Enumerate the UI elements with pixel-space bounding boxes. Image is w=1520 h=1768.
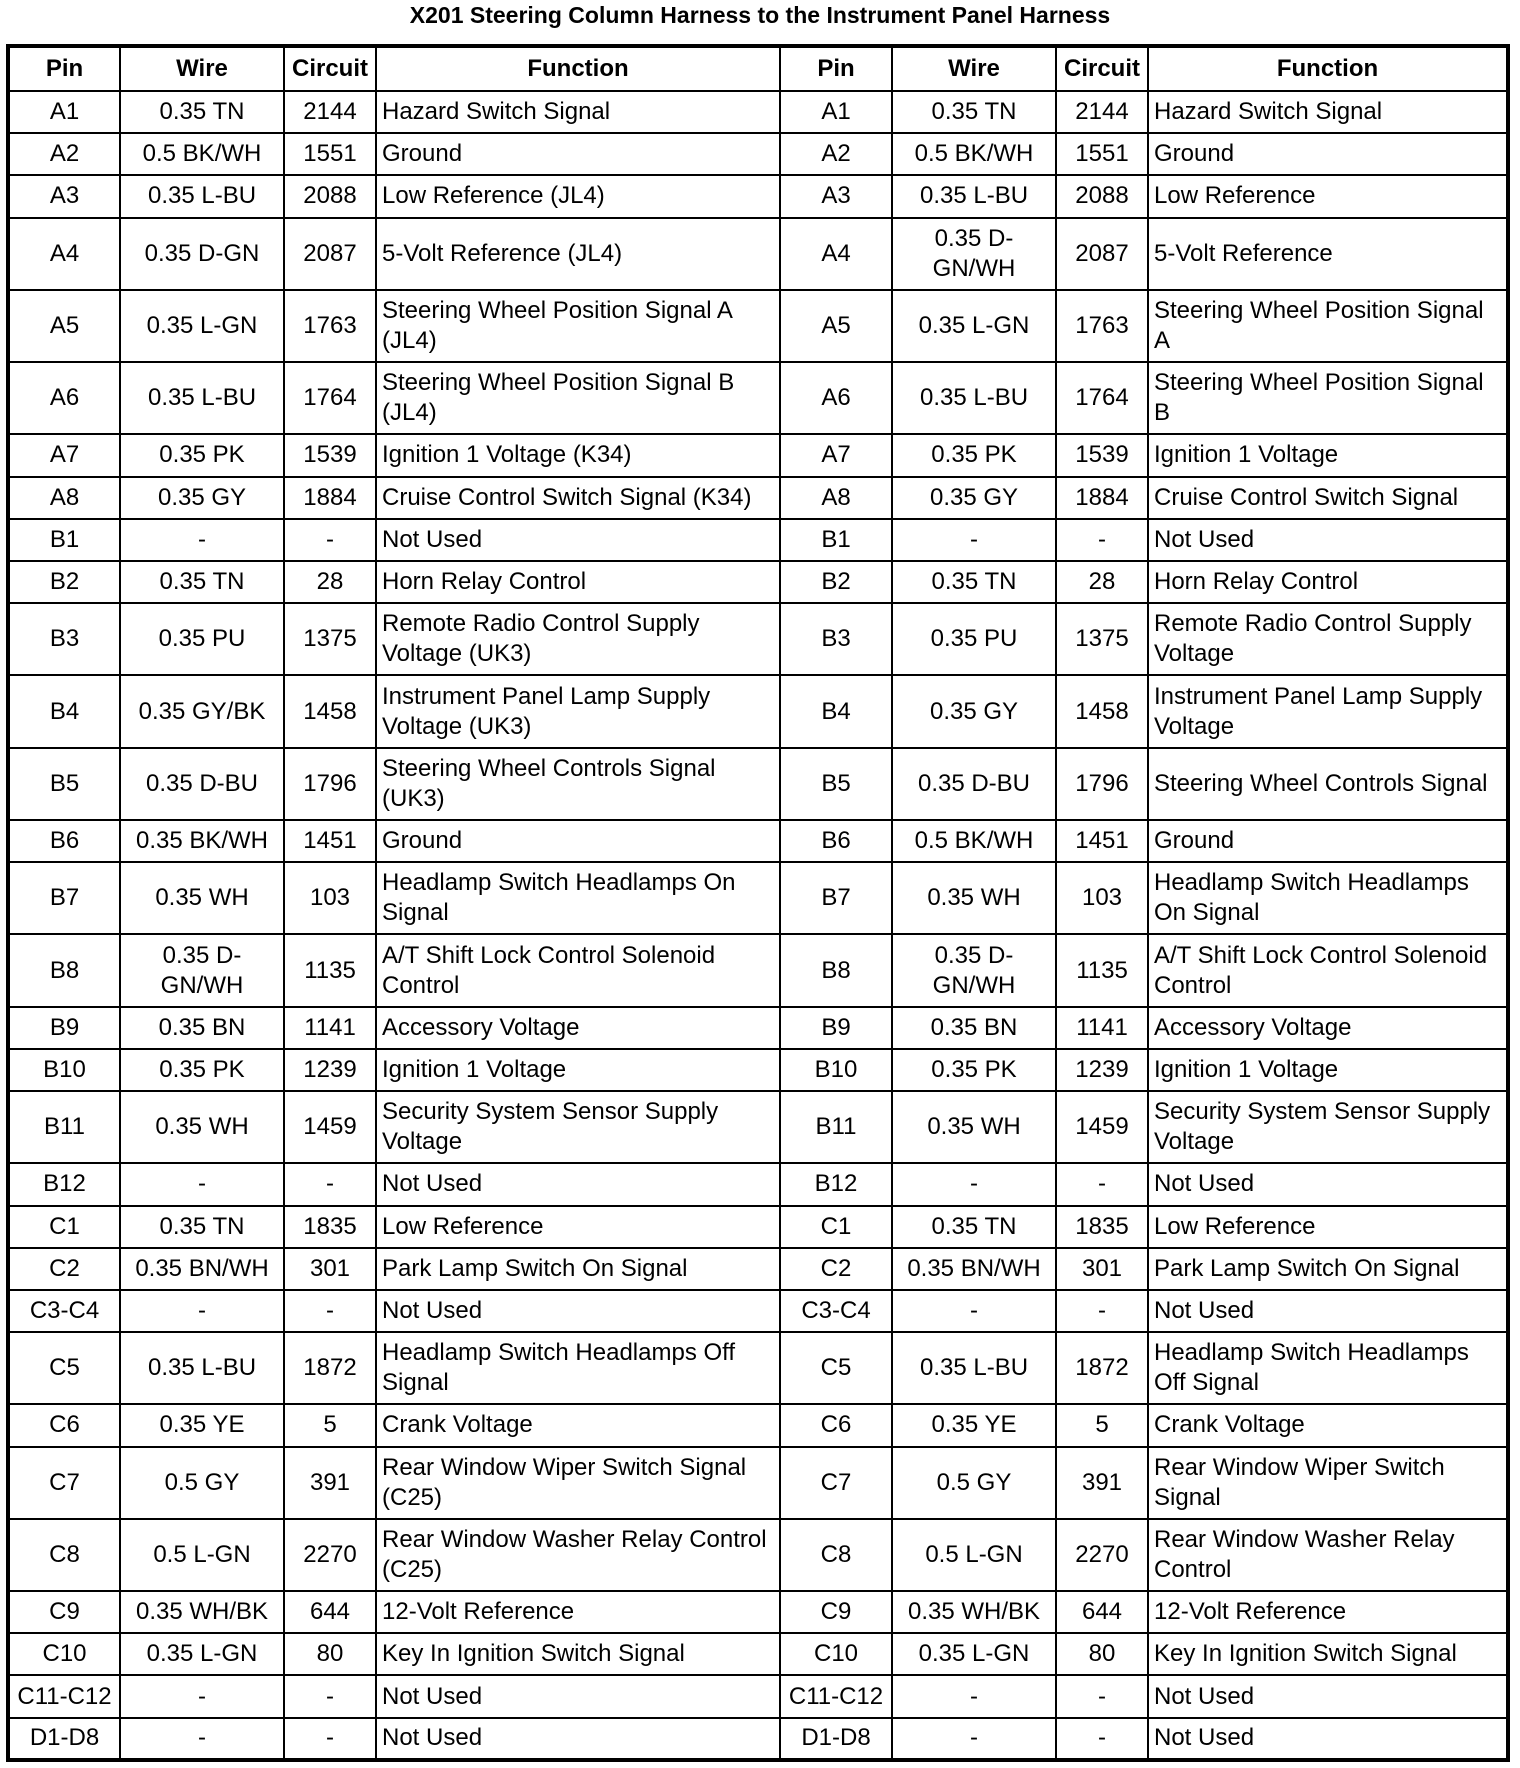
left-function-cell: Steering Wheel Controls Signal (UK3) (376, 748, 780, 820)
table-row (8, 1332, 1508, 1404)
left-function-cell: Rear Window Washer Relay Control (C25) (376, 1519, 780, 1591)
left-wire-cell: - (120, 1163, 284, 1205)
left-pin-cell: C2 (8, 1248, 120, 1290)
left-pin-cell: A5 (8, 290, 120, 362)
right-wire-cell: 0.35 D-GN/WH (892, 218, 1056, 290)
right-circuit-cell: 1835 (1056, 1206, 1148, 1248)
header-function: Function (1148, 46, 1508, 91)
right-function-cell: Rear Window Washer Relay Control (1148, 1519, 1508, 1591)
left-function-cell: Headlamp Switch Headlamps Off Signal (376, 1332, 780, 1404)
right-function-cell: Headlamp Switch Headlamps Off Signal (1148, 1332, 1508, 1404)
right-wire-cell: 0.35 D-BU (892, 748, 1056, 820)
left-circuit-cell: 1141 (284, 1007, 376, 1049)
right-pin-cell: A4 (780, 218, 892, 290)
right-wire-cell: 0.35 TN (892, 561, 1056, 603)
left-circuit-cell: - (284, 1290, 376, 1332)
right-function-cell: Accessory Voltage (1148, 1007, 1508, 1049)
right-circuit-cell: 1796 (1056, 748, 1148, 820)
right-wire-cell: 0.35 WH (892, 1091, 1056, 1163)
left-wire-cell: 0.35 PK (120, 1049, 284, 1091)
left-pin-cell: C11-C12 (8, 1675, 120, 1717)
header-circuit: Circuit (1056, 46, 1148, 91)
right-circuit-cell: 80 (1056, 1633, 1148, 1675)
left-circuit-cell: 1239 (284, 1049, 376, 1091)
left-circuit-cell: 2144 (284, 91, 376, 133)
right-pin-cell: C3-C4 (780, 1290, 892, 1332)
left-function-cell: Low Reference (376, 1206, 780, 1248)
left-function-cell: 5-Volt Reference (JL4) (376, 218, 780, 290)
left-pin-cell: C1 (8, 1206, 120, 1248)
table-row (8, 1206, 1508, 1248)
left-wire-cell: - (120, 1675, 284, 1717)
left-wire-cell: 0.35 L-BU (120, 1332, 284, 1404)
left-wire-cell: 0.35 D-GN/WH (120, 934, 284, 1006)
left-circuit-cell: 28 (284, 561, 376, 603)
left-wire-cell: 0.35 L-GN (120, 290, 284, 362)
right-wire-cell: 0.35 TN (892, 91, 1056, 133)
left-circuit-cell: 644 (284, 1591, 376, 1633)
right-pin-cell: A5 (780, 290, 892, 362)
right-function-cell: Ground (1148, 133, 1508, 175)
right-pin-cell: A1 (780, 91, 892, 133)
left-function-cell: Cruise Control Switch Signal (K34) (376, 477, 780, 519)
table-row (8, 603, 1508, 675)
right-wire-cell: 0.35 GY (892, 477, 1056, 519)
right-function-cell: Security System Sensor Supply Voltage (1148, 1091, 1508, 1163)
right-wire-cell: 0.35 L-GN (892, 290, 1056, 362)
right-pin-cell: B2 (780, 561, 892, 603)
left-circuit-cell: - (284, 1718, 376, 1760)
right-function-cell: Remote Radio Control Supply Voltage (1148, 603, 1508, 675)
right-circuit-cell: 1551 (1056, 133, 1148, 175)
right-pin-cell: C6 (780, 1404, 892, 1446)
left-pin-cell: C10 (8, 1633, 120, 1675)
right-wire-cell: - (892, 1290, 1056, 1332)
right-function-cell: Not Used (1148, 519, 1508, 561)
left-circuit-cell: 1375 (284, 603, 376, 675)
left-wire-cell: 0.35 GY/BK (120, 675, 284, 747)
left-circuit-cell: 1763 (284, 290, 376, 362)
left-circuit-cell: 2270 (284, 1519, 376, 1591)
left-wire-cell: 0.35 PK (120, 434, 284, 476)
table-row (8, 1248, 1508, 1290)
right-function-cell: Hazard Switch Signal (1148, 91, 1508, 133)
left-pin-cell: A2 (8, 133, 120, 175)
left-circuit-cell: 103 (284, 862, 376, 934)
left-wire-cell: 0.35 TN (120, 91, 284, 133)
right-pin-cell: C11-C12 (780, 1675, 892, 1717)
left-pin-cell: A7 (8, 434, 120, 476)
right-function-cell: Not Used (1148, 1290, 1508, 1332)
table-row (8, 1007, 1508, 1049)
table-row (8, 1290, 1508, 1332)
left-function-cell: Rear Window Wiper Switch Signal (C25) (376, 1447, 780, 1519)
left-wire-cell: 0.35 BN/WH (120, 1248, 284, 1290)
left-function-cell: Ground (376, 133, 780, 175)
table-row (8, 1091, 1508, 1163)
right-pin-cell: B10 (780, 1049, 892, 1091)
right-function-cell: Not Used (1148, 1718, 1508, 1760)
right-circuit-cell: 301 (1056, 1248, 1148, 1290)
right-wire-cell: 0.35 L-BU (892, 1332, 1056, 1404)
left-function-cell: A/T Shift Lock Control Solenoid Control (376, 934, 780, 1006)
left-circuit-cell: 1796 (284, 748, 376, 820)
left-wire-cell: 0.35 YE (120, 1404, 284, 1446)
table-row (8, 820, 1508, 862)
left-circuit-cell: - (284, 519, 376, 561)
right-circuit-cell: 1764 (1056, 362, 1148, 434)
right-circuit-cell: 1458 (1056, 675, 1148, 747)
left-function-cell: Not Used (376, 1718, 780, 1760)
left-function-cell: 12-Volt Reference (376, 1591, 780, 1633)
left-pin-cell: A8 (8, 477, 120, 519)
left-pin-cell: B4 (8, 675, 120, 747)
right-function-cell: A/T Shift Lock Control Solenoid Control (1148, 934, 1508, 1006)
right-circuit-cell: 103 (1056, 862, 1148, 934)
right-wire-cell: 0.35 PK (892, 1049, 1056, 1091)
right-function-cell: Park Lamp Switch On Signal (1148, 1248, 1508, 1290)
left-function-cell: Instrument Panel Lamp Supply Voltage (UK3) (376, 675, 780, 747)
table-row (8, 675, 1508, 747)
right-circuit-cell: 1135 (1056, 934, 1148, 1006)
left-circuit-cell: 1539 (284, 434, 376, 476)
right-circuit-cell: 1763 (1056, 290, 1148, 362)
left-pin-cell: B8 (8, 934, 120, 1006)
left-function-cell: Crank Voltage (376, 1404, 780, 1446)
right-wire-cell: 0.5 GY (892, 1447, 1056, 1519)
left-pin-cell: A1 (8, 91, 120, 133)
right-circuit-cell: 1141 (1056, 1007, 1148, 1049)
right-wire-cell: 0.35 D-GN/WH (892, 934, 1056, 1006)
right-function-cell: Steering Wheel Position Signal B (1148, 362, 1508, 434)
right-pin-cell: C7 (780, 1447, 892, 1519)
right-pin-cell: A6 (780, 362, 892, 434)
left-function-cell: Key In Ignition Switch Signal (376, 1633, 780, 1675)
right-pin-cell: B4 (780, 675, 892, 747)
right-circuit-cell: 2270 (1056, 1519, 1148, 1591)
header-wire: Wire (892, 46, 1056, 91)
left-function-cell: Headlamp Switch Headlamps On Signal (376, 862, 780, 934)
header-row (8, 46, 1508, 91)
right-pin-cell: A8 (780, 477, 892, 519)
left-function-cell: Not Used (376, 1675, 780, 1717)
table-row (8, 362, 1508, 434)
left-pin-cell: C6 (8, 1404, 120, 1446)
left-function-cell: Horn Relay Control (376, 561, 780, 603)
right-wire-cell: 0.35 BN (892, 1007, 1056, 1049)
right-circuit-cell: 2087 (1056, 218, 1148, 290)
right-function-cell: Horn Relay Control (1148, 561, 1508, 603)
left-function-cell: Ignition 1 Voltage (K34) (376, 434, 780, 476)
right-circuit-cell: - (1056, 519, 1148, 561)
right-wire-cell: 0.35 PK (892, 434, 1056, 476)
left-circuit-cell: 1459 (284, 1091, 376, 1163)
right-pin-cell: C10 (780, 1633, 892, 1675)
left-pin-cell: B7 (8, 862, 120, 934)
left-wire-cell: 0.35 TN (120, 561, 284, 603)
left-function-cell: Security System Sensor Supply Voltage (376, 1091, 780, 1163)
right-circuit-cell: 1459 (1056, 1091, 1148, 1163)
right-pin-cell: A3 (780, 175, 892, 217)
right-wire-cell: 0.35 WH/BK (892, 1591, 1056, 1633)
left-circuit-cell: 1135 (284, 934, 376, 1006)
table-row (8, 434, 1508, 476)
left-circuit-cell: 1551 (284, 133, 376, 175)
right-circuit-cell: 28 (1056, 561, 1148, 603)
right-function-cell: Not Used (1148, 1163, 1508, 1205)
right-function-cell: Rear Window Wiper Switch Signal (1148, 1447, 1508, 1519)
left-pin-cell: C5 (8, 1332, 120, 1404)
header-pin: Pin (8, 46, 120, 91)
right-circuit-cell: 1239 (1056, 1049, 1148, 1091)
table-row (8, 862, 1508, 934)
right-function-cell: Crank Voltage (1148, 1404, 1508, 1446)
left-pin-cell: B12 (8, 1163, 120, 1205)
table-row (8, 1675, 1508, 1717)
right-wire-cell: 0.35 BN/WH (892, 1248, 1056, 1290)
header-function: Function (376, 46, 780, 91)
right-function-cell: Ignition 1 Voltage (1148, 434, 1508, 476)
table-body (8, 91, 1508, 1760)
left-wire-cell: 0.5 L-GN (120, 1519, 284, 1591)
right-wire-cell: - (892, 1718, 1056, 1760)
right-wire-cell: - (892, 519, 1056, 561)
right-wire-cell: 0.35 TN (892, 1206, 1056, 1248)
left-pin-cell: A3 (8, 175, 120, 217)
left-function-cell: Accessory Voltage (376, 1007, 780, 1049)
left-circuit-cell: 80 (284, 1633, 376, 1675)
left-function-cell: Hazard Switch Signal (376, 91, 780, 133)
right-pin-cell: B5 (780, 748, 892, 820)
right-pin-cell: C2 (780, 1248, 892, 1290)
left-wire-cell: 0.35 D-GN (120, 218, 284, 290)
right-pin-cell: B7 (780, 862, 892, 934)
right-function-cell: Headlamp Switch Headlamps On Signal (1148, 862, 1508, 934)
right-circuit-cell: 644 (1056, 1591, 1148, 1633)
left-function-cell: Not Used (376, 1290, 780, 1332)
right-wire-cell: 0.35 L-BU (892, 362, 1056, 434)
right-wire-cell: - (892, 1163, 1056, 1205)
left-wire-cell: 0.35 WH (120, 1091, 284, 1163)
right-pin-cell: B11 (780, 1091, 892, 1163)
right-pin-cell: C1 (780, 1206, 892, 1248)
table-row (8, 1591, 1508, 1633)
left-pin-cell: B1 (8, 519, 120, 561)
left-wire-cell: - (120, 519, 284, 561)
right-circuit-cell: 1884 (1056, 477, 1148, 519)
right-pin-cell: A7 (780, 434, 892, 476)
left-circuit-cell: - (284, 1675, 376, 1717)
pinout-table (6, 44, 1510, 1762)
table-row (8, 1519, 1508, 1591)
left-wire-cell: 0.35 GY (120, 477, 284, 519)
left-circuit-cell: 5 (284, 1404, 376, 1446)
left-wire-cell: 0.35 WH (120, 862, 284, 934)
left-pin-cell: D1-D8 (8, 1718, 120, 1760)
table-row (8, 477, 1508, 519)
left-pin-cell: C7 (8, 1447, 120, 1519)
table-row (8, 748, 1508, 820)
left-function-cell: Ignition 1 Voltage (376, 1049, 780, 1091)
table-row (8, 1049, 1508, 1091)
left-circuit-cell: 2088 (284, 175, 376, 217)
right-wire-cell: - (892, 1675, 1056, 1717)
left-function-cell: Steering Wheel Position Signal B (JL4) (376, 362, 780, 434)
right-pin-cell: B6 (780, 820, 892, 862)
left-wire-cell: 0.35 L-BU (120, 175, 284, 217)
table-row (8, 1718, 1508, 1760)
table-row (8, 218, 1508, 290)
right-circuit-cell: - (1056, 1675, 1148, 1717)
right-pin-cell: C9 (780, 1591, 892, 1633)
table-row (8, 133, 1508, 175)
right-function-cell: Steering Wheel Controls Signal (1148, 748, 1508, 820)
left-wire-cell: 0.5 BK/WH (120, 133, 284, 175)
right-wire-cell: 0.35 PU (892, 603, 1056, 675)
right-circuit-cell: 2144 (1056, 91, 1148, 133)
right-pin-cell: A2 (780, 133, 892, 175)
right-wire-cell: 0.35 WH (892, 862, 1056, 934)
left-pin-cell: B10 (8, 1049, 120, 1091)
right-function-cell: Low Reference (1148, 1206, 1508, 1248)
right-pin-cell: B9 (780, 1007, 892, 1049)
right-circuit-cell: - (1056, 1718, 1148, 1760)
right-circuit-cell: 1539 (1056, 434, 1148, 476)
right-pin-cell: C8 (780, 1519, 892, 1591)
left-circuit-cell: 1764 (284, 362, 376, 434)
left-wire-cell: 0.5 GY (120, 1447, 284, 1519)
left-function-cell: Not Used (376, 1163, 780, 1205)
left-wire-cell: 0.35 TN (120, 1206, 284, 1248)
right-pin-cell: D1-D8 (780, 1718, 892, 1760)
table-row (8, 519, 1508, 561)
page-title: X201 Steering Column Harness to the Instrument Panel Harness (409, 2, 1111, 28)
table-row (8, 1633, 1508, 1675)
right-circuit-cell: - (1056, 1163, 1148, 1205)
left-wire-cell: 0.35 BK/WH (120, 820, 284, 862)
table-row (8, 561, 1508, 603)
table-row (8, 1404, 1508, 1446)
left-wire-cell: 0.35 BN (120, 1007, 284, 1049)
left-function-cell: Ground (376, 820, 780, 862)
table-row (8, 91, 1508, 133)
right-circuit-cell: 391 (1056, 1447, 1148, 1519)
right-function-cell: Ground (1148, 820, 1508, 862)
left-pin-cell: C8 (8, 1519, 120, 1591)
table-row (8, 290, 1508, 362)
header-pin: Pin (780, 46, 892, 91)
right-function-cell: 5-Volt Reference (1148, 218, 1508, 290)
table-row (8, 934, 1508, 1006)
left-wire-cell: 0.35 PU (120, 603, 284, 675)
left-circuit-cell: 1884 (284, 477, 376, 519)
right-pin-cell: B1 (780, 519, 892, 561)
right-pin-cell: B3 (780, 603, 892, 675)
right-function-cell: Cruise Control Switch Signal (1148, 477, 1508, 519)
right-wire-cell: 0.5 BK/WH (892, 820, 1056, 862)
right-pin-cell: C5 (780, 1332, 892, 1404)
right-circuit-cell: 1872 (1056, 1332, 1148, 1404)
left-circuit-cell: 301 (284, 1248, 376, 1290)
right-wire-cell: 0.35 GY (892, 675, 1056, 747)
left-pin-cell: B3 (8, 603, 120, 675)
right-circuit-cell: - (1056, 1290, 1148, 1332)
left-circuit-cell: 2087 (284, 218, 376, 290)
right-function-cell: Instrument Panel Lamp Supply Voltage (1148, 675, 1508, 747)
right-wire-cell: 0.35 YE (892, 1404, 1056, 1446)
left-circuit-cell: - (284, 1163, 376, 1205)
left-wire-cell: - (120, 1290, 284, 1332)
left-pin-cell: C9 (8, 1591, 120, 1633)
left-pin-cell: A4 (8, 218, 120, 290)
right-circuit-cell: 5 (1056, 1404, 1148, 1446)
table-row (8, 175, 1508, 217)
right-function-cell: 12-Volt Reference (1148, 1591, 1508, 1633)
right-function-cell: Low Reference (1148, 175, 1508, 217)
left-wire-cell: 0.35 WH/BK (120, 1591, 284, 1633)
left-circuit-cell: 1451 (284, 820, 376, 862)
left-wire-cell: - (120, 1718, 284, 1760)
table-row (8, 1163, 1508, 1205)
left-function-cell: Remote Radio Control Supply Voltage (UK3) (376, 603, 780, 675)
header-wire: Wire (120, 46, 284, 91)
left-function-cell: Low Reference (JL4) (376, 175, 780, 217)
right-function-cell: Steering Wheel Position Signal A (1148, 290, 1508, 362)
right-function-cell: Not Used (1148, 1675, 1508, 1717)
left-function-cell: Not Used (376, 519, 780, 561)
right-function-cell: Key In Ignition Switch Signal (1148, 1633, 1508, 1675)
header-circuit: Circuit (284, 46, 376, 91)
left-pin-cell: A6 (8, 362, 120, 434)
right-circuit-cell: 1375 (1056, 603, 1148, 675)
right-function-cell: Ignition 1 Voltage (1148, 1049, 1508, 1091)
left-wire-cell: 0.35 L-BU (120, 362, 284, 434)
right-pin-cell: B12 (780, 1163, 892, 1205)
left-circuit-cell: 391 (284, 1447, 376, 1519)
left-circuit-cell: 1872 (284, 1332, 376, 1404)
left-pin-cell: B2 (8, 561, 120, 603)
right-pin-cell: B8 (780, 934, 892, 1006)
left-pin-cell: B6 (8, 820, 120, 862)
left-circuit-cell: 1458 (284, 675, 376, 747)
left-pin-cell: B5 (8, 748, 120, 820)
left-function-cell: Steering Wheel Position Signal A (JL4) (376, 290, 780, 362)
left-pin-cell: C3-C4 (8, 1290, 120, 1332)
left-function-cell: Park Lamp Switch On Signal (376, 1248, 780, 1290)
left-pin-cell: B11 (8, 1091, 120, 1163)
right-wire-cell: 0.5 BK/WH (892, 133, 1056, 175)
left-pin-cell: B9 (8, 1007, 120, 1049)
right-circuit-cell: 1451 (1056, 820, 1148, 862)
right-wire-cell: 0.5 L-GN (892, 1519, 1056, 1591)
table-row (8, 1447, 1508, 1519)
right-circuit-cell: 2088 (1056, 175, 1148, 217)
right-wire-cell: 0.35 L-BU (892, 175, 1056, 217)
left-wire-cell: 0.35 L-GN (120, 1633, 284, 1675)
right-wire-cell: 0.35 L-GN (892, 1633, 1056, 1675)
left-wire-cell: 0.35 D-BU (120, 748, 284, 820)
left-circuit-cell: 1835 (284, 1206, 376, 1248)
